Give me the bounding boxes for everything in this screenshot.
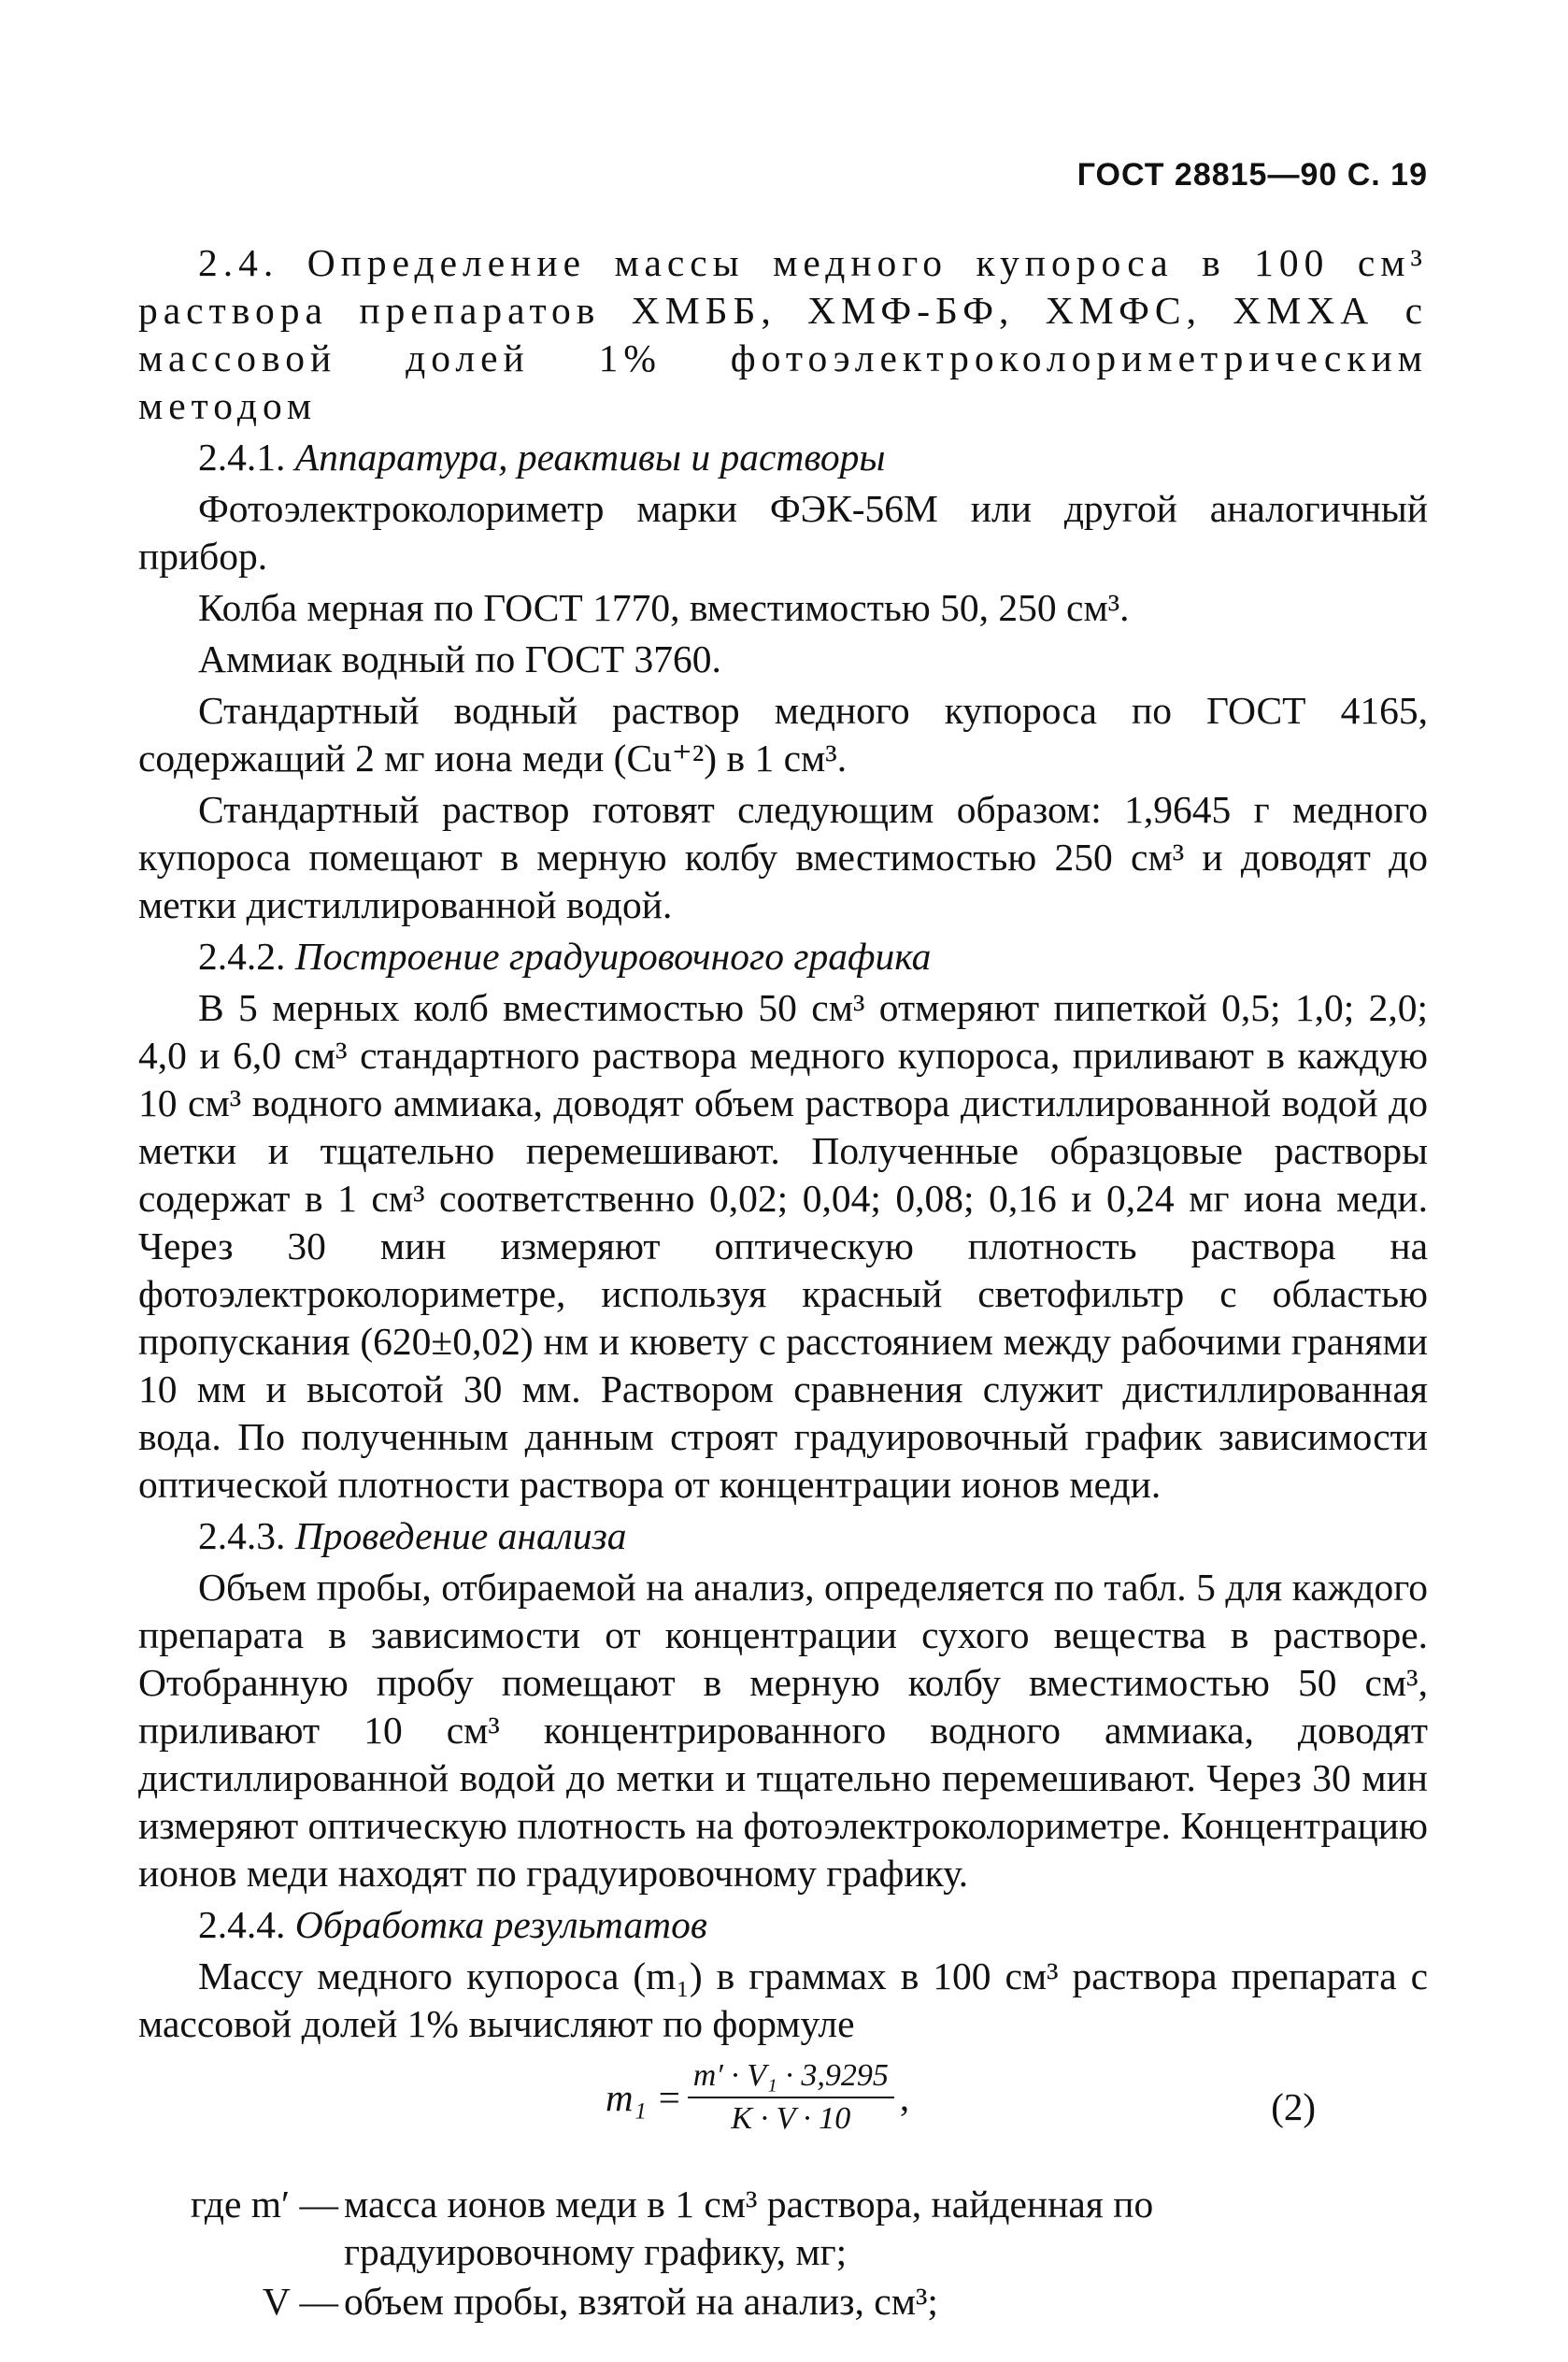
formula-trail: , [899,2075,910,2119]
where-item [138,2278,1428,2326]
subsection-heading-2-4-2 [138,933,1428,981]
page-header: ГОСТ 28815—90 С. 19 [1076,157,1428,193]
paragraph: Объем пробы, отбираемой на анализ, определяется по табл. 5 для каждого препарата в зависимости от концентрации сухого вещества в растворе. Отобранную пробу помещают в мерную колбу вместимостью 50 см³, приливают 10 см³ концентрированного водного аммиака, доводят дистиллированной водой до метки и тщательно перемешивают. Через 30 мин измеряют оптическую плотность на фотоэлектроколориметре. Концентрацию ионов меди находят по градуировочному графику. [138,1566,1428,1895]
formula-fraction [688,2055,894,2140]
paragraph: Массу медного купороса (m₁) в граммах в 100 см³ раствора препарата с массовой долей 1% вычисляют по формуле [138,1954,1428,2045]
formula-denominator: K · V · 10 [731,2101,851,2136]
subsection-number: 2.4.3. [198,1514,286,1557]
formula-lhs: m₁ = [606,2075,682,2119]
formula-numerator: m′ · V₁ · 3,9295 [692,2058,889,2093]
paragraph: В 5 мерных колб вместимостью 50 см³ отмеряют пипеткой 0,5; 1,0; 2,0; 4,0 и 6,0 см³ стандартного раствора медного купороса, приливают в каждую 10 см³ водного аммиака, доводят объем раствора дистиллированной водой до метки и тщательно перемешивают. Полученные образцовые растворы содержат в 1 см³ соответственно 0,02; 0,04; 0,08; 0,16 и 0,24 мг иона меди. Через 30 мин измеряют оптическую плотность раствора на фотоэлектроколориметре, используя красный светофильтр с областью пропускания (620±0,02) нм и кювету с расстоянием между рабочими гранями 10 мм и высотой 30 мм. Раствором сравнения служит дистиллированная вода. По полученным данным строят градуировочный график зависимости оптической плотности раствора от концентрации ионов меди. [138,986,1428,1506]
subsection-heading-2-4-1 [138,434,1428,481]
where-item [138,2181,1428,2276]
subsection-title: Обработка результатов [294,1903,707,1946]
formula [606,2055,909,2140]
document-body [138,239,1428,2327]
paragraph: Аммиак водный по ГОСТ 3760. [198,637,721,680]
subsection-number: 2.4.2. [198,935,286,978]
paragraph: Стандартный водный раствор медного купороса по ГОСТ 4165, содержащий 2 мг иона меди (Cu⁺²) в 1 см³. [138,689,1428,780]
where-description: масса ионов меди в 1 см³ раствора, найденная по градуировочному графику, мг; [344,2183,1154,2273]
subsection-title: Аппаратура, реактивы и растворы [294,436,886,479]
paragraph: Колба мерная по ГОСТ 1770, вместимостью 50, 250 см³. [198,586,1130,629]
subsection-heading-2-4-4 [138,1901,1428,1949]
formula-number: (2) [1271,2085,1316,2128]
where-description: объем пробы, взятой на анализ, см³; [344,2280,938,2323]
section-title: 2.4. Определение массы медного купороса в 100 см³ раствора препаратов ХМББ, ХМФ-БФ, ХМФС, ХМХА с массовой долей 1% фотоэлектроколориметрическим методом [138,241,1428,427]
paragraph: Стандартный раствор готовят следующим образом: 1,9645 г медного купороса помещают в мерную колбу вместимостью 250 см³ и доводят до метки дистиллированной водой. [138,788,1428,926]
paragraph: Фотоэлектроколориметр марки ФЭК-56М или другой аналогичный прибор. [138,487,1428,578]
subsection-heading-2-4-3 [138,1512,1428,1560]
subsection-title: Построение градуировочного графика [294,935,932,978]
subsection-number: 2.4.1. [198,436,286,479]
subsection-title: Проведение анализа [294,1514,627,1557]
formula-block [138,2055,1428,2168]
where-symbol: где m′ — [190,2183,338,2226]
subsection-number: 2.4.4. [198,1903,286,1946]
where-symbol: V — [262,2280,338,2323]
